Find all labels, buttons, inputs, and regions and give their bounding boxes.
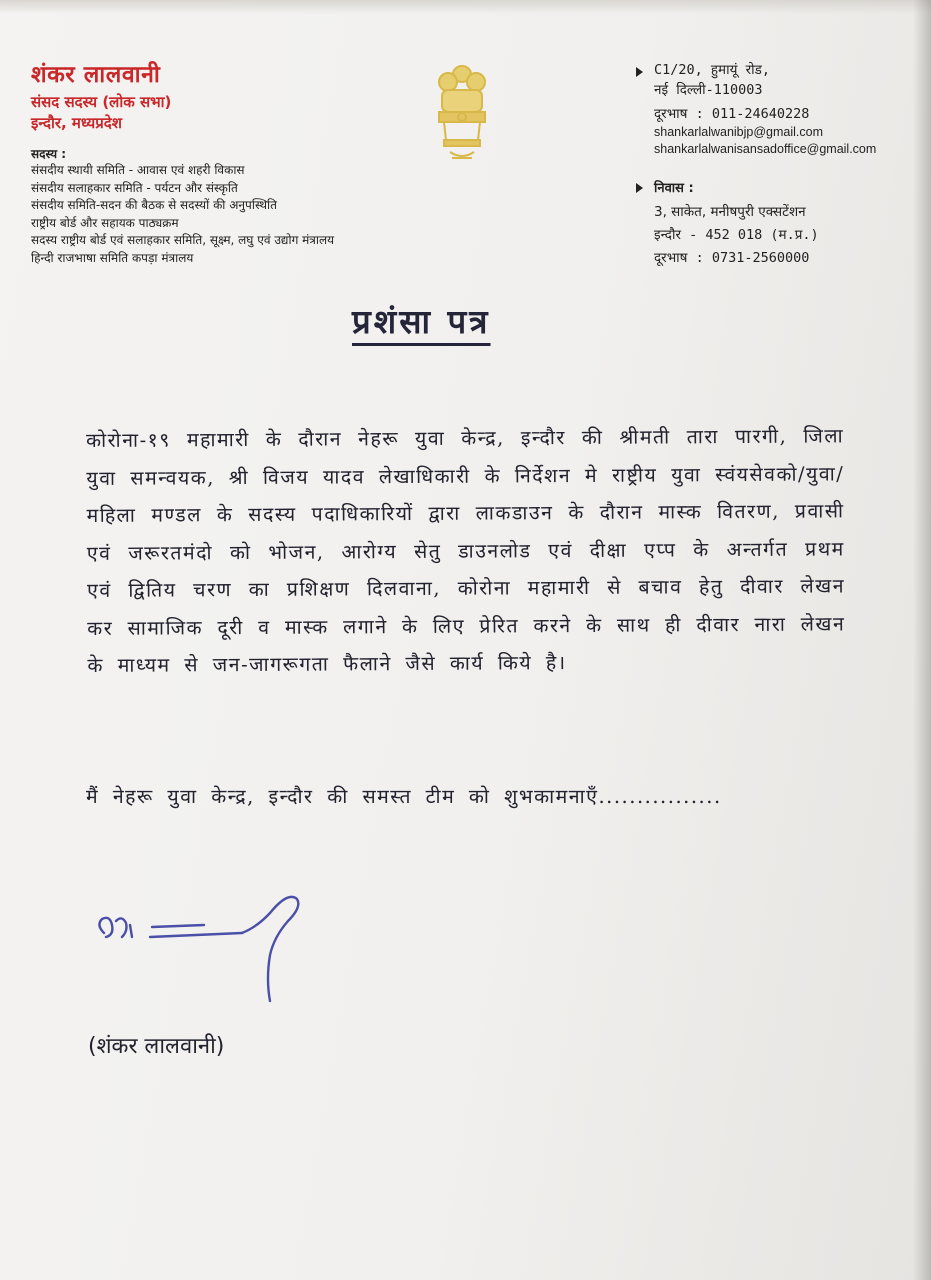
member-heading: सदस्य : — [31, 147, 67, 161]
residence-phone: दूरभाष : 0731-2560000 — [654, 250, 810, 266]
residence-label: निवास : — [654, 181, 694, 196]
committee-list — [31, 162, 334, 267]
committee-item: संसदीय समिति-सदन की बैठक से सदस्यों की अनुपस्थिति — [31, 198, 278, 212]
mp-name: शंकर लालवानी — [31, 62, 161, 88]
mp-title: संसद सदस्य (लोक सभा) — [31, 93, 172, 111]
office-line1: C1/20, हुमायूं रोड, — [654, 62, 770, 78]
office-email1: shankarlalwanibjp@gmail.com — [654, 125, 824, 139]
bullet-icon — [636, 67, 643, 77]
committee-item: संसदीय स्थायी समिति - आवास एवं शहरी विकास — [31, 163, 245, 177]
document-title: प्रशंसा पत्र — [352, 302, 491, 341]
office-email2: shankarlalwanisansadoffice@gmail.com — [654, 142, 877, 156]
office-line2: नई दिल्ली-110003 — [654, 82, 763, 98]
scan-edge-shadow — [913, 0, 931, 1280]
office-phone: दूरभाष : 011-24640228 — [654, 106, 810, 122]
committee-item: संसदीय सलाहकार समिति - पर्यटन और संस्कृति — [31, 180, 238, 195]
residence-line2: इन्दौर - 452 018 (म.प्र.) — [654, 227, 819, 243]
committee-item: हिन्दी राजभाषा समिति कपड़ा मंत्रालय — [31, 250, 194, 265]
letter-wishes: मैं नेहरू युवा केन्द्र, इन्दौर की समस्त टीम को शुभकामनाएँ................ — [86, 785, 722, 808]
mp-city: इन्दौर, मध्यप्रदेश — [31, 114, 122, 132]
signatory-name: (शंकर लालवानी) — [88, 1034, 225, 1059]
letter-body: कोरोना-१९ महामारी के दौरान नेहरू युवा केन्द्र, इन्दौर की श्रीमती तारा पारगी, जिला युवा समन्वयक, श्री विजय यादव लेखाधिकारी के निर्देशन मे राष्ट्रीय युवा स्वंयसेवको/युवा/महिला मण्डल के सदस्य पदाधिकारियों द्वारा लाकडाउन के दौरान मास्क वितरण, प्रवासी एवं जरूरतमंदो को भोजन, आरोग्य सेतु डाउनलोड एवं दीक्षा एप्प के अन्तर्गत प्रथम एवं द्वितिय चरण का प्रशिक्षण दिलवाना, कोरोना महामारी से बचाव हेतु दीवार लेखन कर सामाजिक दूरी व मास्क लगाने के लिए प्रेरित करने के साथ ही दीवार नारा लेखन के माध्यम से जन-जागरूगता फैलाने जैसे कार्य किये है। — [86, 424, 846, 677]
state-emblem-icon — [430, 60, 494, 170]
committee-item: राष्ट्रीय बोर्ड और सहायक पाठ्यक्रम — [31, 215, 179, 230]
bullet-icon — [636, 183, 643, 193]
scan-top-shadow — [0, 0, 931, 14]
residence-line1: 3, साकेत, मनीषपुरी एक्सटेंशन — [654, 204, 806, 220]
committee-item: सदस्य राष्ट्रीय बोर्ड एवं सलाहकार समिति, सूक्ष्म, लघु एवं उद्योग मंत्रालय — [31, 233, 335, 247]
handwritten-signature — [92, 885, 312, 1010]
